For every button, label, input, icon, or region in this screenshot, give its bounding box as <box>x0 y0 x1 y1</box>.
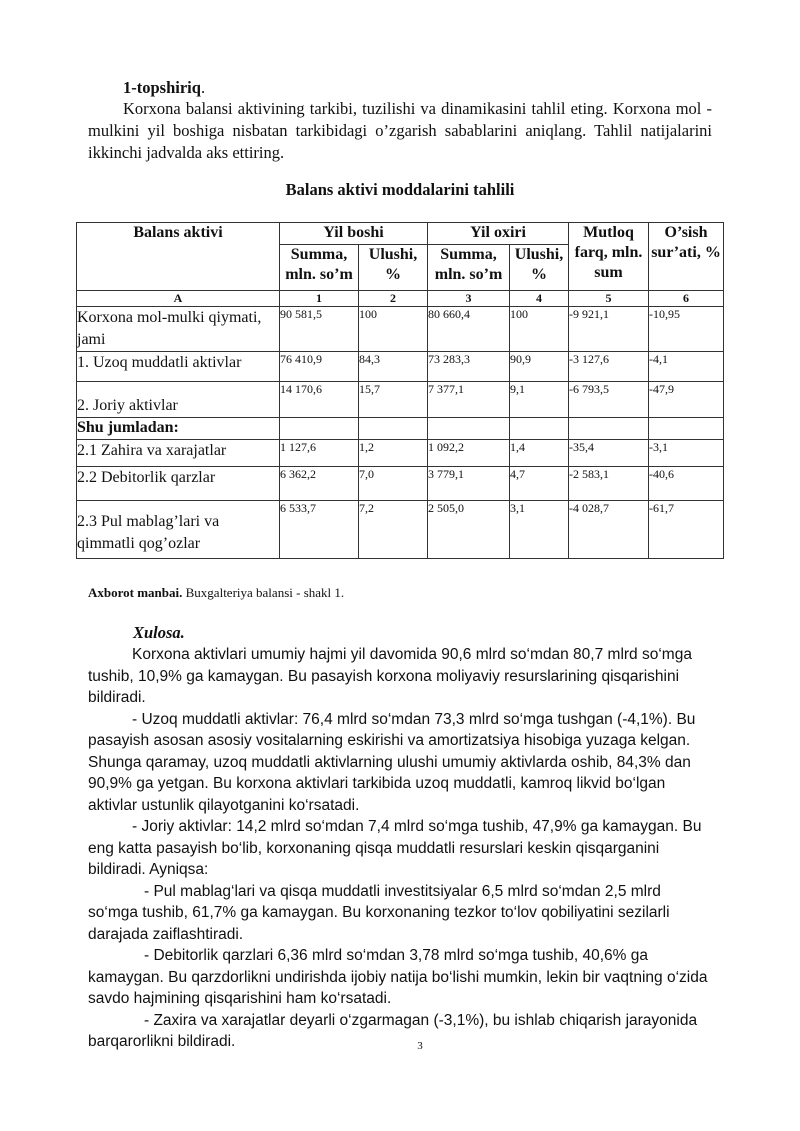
row-label: 2.1 Zahira va xarajatlar <box>77 440 280 467</box>
cell-empty <box>428 418 510 440</box>
cell-mutloq: -2 583,1 <box>569 467 649 501</box>
table-row <box>77 440 724 467</box>
cell-summa-boshi: 14 170,6 <box>280 382 359 418</box>
cell-ulushi-boshi: 84,3 <box>359 352 428 382</box>
cell-summa-boshi: 1 127,6 <box>280 440 359 467</box>
cell-ulushi-boshi: 7,2 <box>359 501 428 559</box>
table-row <box>77 382 724 418</box>
cell-osish: -3,1 <box>649 440 724 467</box>
table-row <box>77 418 724 440</box>
cell-empty <box>280 418 359 440</box>
source-label: Axborot manbai. <box>88 585 183 600</box>
cell-osish: -10,95 <box>649 307 724 352</box>
row-subheading: Shu jumladan: <box>77 418 280 440</box>
cell-summa-boshi: 6 362,2 <box>280 467 359 501</box>
cell-mutloq: -35,4 <box>569 440 649 467</box>
table-row <box>77 467 724 501</box>
conclusion-paragraph: - Pul mablag‘lari va qisqa muddatli investitsiyalar 6,5 mlrd so‘mdan 2,5 mlrd so‘mga tushib, 61,7% ga kamaygan. Bu korxonaning tezkor to‘lov qobiliyatini sezilarli darajada zaiflashtiradi. <box>88 882 670 943</box>
cell-ulushi-boshi: 1,2 <box>359 440 428 467</box>
row-label: 2.2 Debitorlik qarzlar <box>77 467 280 501</box>
task-title-dot: . <box>200 78 206 97</box>
cell-ulushi-oxiri: 4,7 <box>510 467 569 501</box>
cell-summa-boshi: 6 533,7 <box>280 501 359 559</box>
index-cell: 3 <box>428 291 510 307</box>
table-row <box>77 501 724 559</box>
header-osish-surati: O’sish sur’ati, % <box>649 223 724 291</box>
task-title <box>123 78 205 98</box>
cell-mutloq: -3 127,6 <box>569 352 649 382</box>
task-title-text: 1-topshiriq <box>123 78 201 97</box>
header-balans-aktivi: Balans aktivi <box>77 223 280 291</box>
cell-empty <box>359 418 428 440</box>
cell-summa-oxiri: 73 283,3 <box>428 352 510 382</box>
header-summa-boshi: Summa, mln. so’m <box>280 245 359 291</box>
index-cell: A <box>77 291 280 307</box>
cell-mutloq: -6 793,5 <box>569 382 649 418</box>
header-mutloq-farq: Mutloq farq, mln. sum <box>569 223 649 291</box>
header-ulushi-boshi: Ulushi, % <box>359 245 428 291</box>
index-cell: 5 <box>569 291 649 307</box>
cell-summa-boshi: 76 410,9 <box>280 352 359 382</box>
header-summa-oxiri: Summa, mln. so’m <box>428 245 510 291</box>
cell-summa-oxiri: 80 660,4 <box>428 307 510 352</box>
cell-ulushi-oxiri: 90,9 <box>510 352 569 382</box>
cell-ulushi-boshi: 15,7 <box>359 382 428 418</box>
conclusion-paragraph: Korxona aktivlari umumiy hajmi yil davomida 90,6 mlrd so‘mdan 80,7 mlrd so‘mga tushib, 10,9% ga kamaygan. Bu pasayish korxona moliyaviy resurslarining qisqarishini bildiradi. <box>88 646 692 706</box>
header-yil-boshi: Yil boshi <box>280 223 428 245</box>
table-title: Balans aktivi moddalarini tahlili <box>285 180 515 199</box>
page-number: 3 <box>417 1040 423 1052</box>
balance-table <box>76 222 724 559</box>
conclusion-paragraph: - Uzoq muddatli aktivlar: 76,4 mlrd so‘mdan 73,3 mlrd so‘mga tushgan (-4,1%). Bu pasayish asosan asosiy vositalarning eskirishi va amortizatsiya hisobiga yuzaga kelgan. Shunga qaramay, uzoq muddatli aktivlarning ulushi umumiy aktivlarda oshib, 84,3% dan 90,9% ga yetgan. Bu korxona aktivlari tarkibida uzoq muddatli, kamroq likvid bo‘lgan aktivlar ustunlik qilayotganini ko‘rsatadi. <box>88 710 696 814</box>
cell-mutloq: -4 028,7 <box>569 501 649 559</box>
cell-osish: -47,9 <box>649 382 724 418</box>
row-label: 2.3 Pul mablag’lari va qimmatli qog’ozlar <box>77 501 280 559</box>
cell-ulushi-oxiri: 100 <box>510 307 569 352</box>
cell-empty <box>569 418 649 440</box>
cell-osish: -40,6 <box>649 467 724 501</box>
table-row <box>77 352 724 382</box>
source-text: Buxgalteriya balansi - shakl 1. <box>182 585 345 600</box>
cell-summa-oxiri: 3 779,1 <box>428 467 510 501</box>
table-row <box>77 307 724 352</box>
index-row <box>77 291 724 307</box>
cell-summa-oxiri: 2 505,0 <box>428 501 510 559</box>
cell-mutloq: -9 921,1 <box>569 307 649 352</box>
cell-empty <box>510 418 569 440</box>
row-label: 1. Uzoq muddatli aktivlar <box>77 352 280 382</box>
index-cell: 4 <box>510 291 569 307</box>
cell-summa-boshi: 90 581,5 <box>280 307 359 352</box>
task-description: Korxona balansi aktivining tarkibi, tuzilishi va dinamikasini tahlil eting. Korxona mol - mulkini yil boshiga nisbatan tarkibidagi o’zgarish sabablarini aniqlang. Tahlil natijalarini ikkinchi jadvalda aks ettiring. <box>88 99 712 162</box>
cell-summa-oxiri: 7 377,1 <box>428 382 510 418</box>
index-cell: 6 <box>649 291 724 307</box>
cell-summa-oxiri: 1 092,2 <box>428 440 510 467</box>
cell-ulushi-oxiri: 3,1 <box>510 501 569 559</box>
cell-empty <box>649 418 724 440</box>
conclusion-body <box>88 644 712 1053</box>
conclusion-paragraph: - Zaxira va xarajatlar deyarli o‘zgarmagan (-3,1%), bu ishlab chiqarish jarayonida barqarorlikni bildiradi. <box>88 1011 698 1050</box>
header-row-1 <box>77 223 724 245</box>
cell-ulushi-boshi: 7,0 <box>359 467 428 501</box>
header-ulushi-oxiri: Ulushi, % <box>510 245 569 291</box>
cell-ulushi-oxiri: 9,1 <box>510 382 569 418</box>
row-label: 2. Joriy aktivlar <box>77 382 280 418</box>
source-note <box>88 585 344 601</box>
conclusion-paragraph: - Debitorlik qarzlari 6,36 mlrd so‘mdan 3,78 mlrd so‘mga tushib, 40,6% ga kamaygan. Bu qarzdorlikni undirishda ijobiy natija bo‘lishi mumkin, lekin bir vaqtning o‘zida savdo hajmining qisqarishini ham ko‘rsatadi. <box>88 947 708 1007</box>
cell-osish: -61,7 <box>649 501 724 559</box>
index-cell: 1 <box>280 291 359 307</box>
conclusion-paragraph: - Joriy aktivlar: 14,2 mlrd so‘mdan 7,4 mlrd so‘mga tushib, 47,9% ga kamaygan. Bu eng katta pasayish bo‘lib, korxonaning qisqa muddatli resurslari keskin qisqarganini bildiradi. Ayniqsa: <box>88 818 702 878</box>
cell-ulushi-oxiri: 1,4 <box>510 440 569 467</box>
cell-osish: -4,1 <box>649 352 724 382</box>
header-yil-oxiri: Yil oxiri <box>428 223 569 245</box>
cell-ulushi-boshi: 100 <box>359 307 428 352</box>
row-label: Korxona mol-mulki qiymati, jami <box>77 307 280 352</box>
index-cell: 2 <box>359 291 428 307</box>
conclusion-title: Xulosa. <box>133 623 185 642</box>
